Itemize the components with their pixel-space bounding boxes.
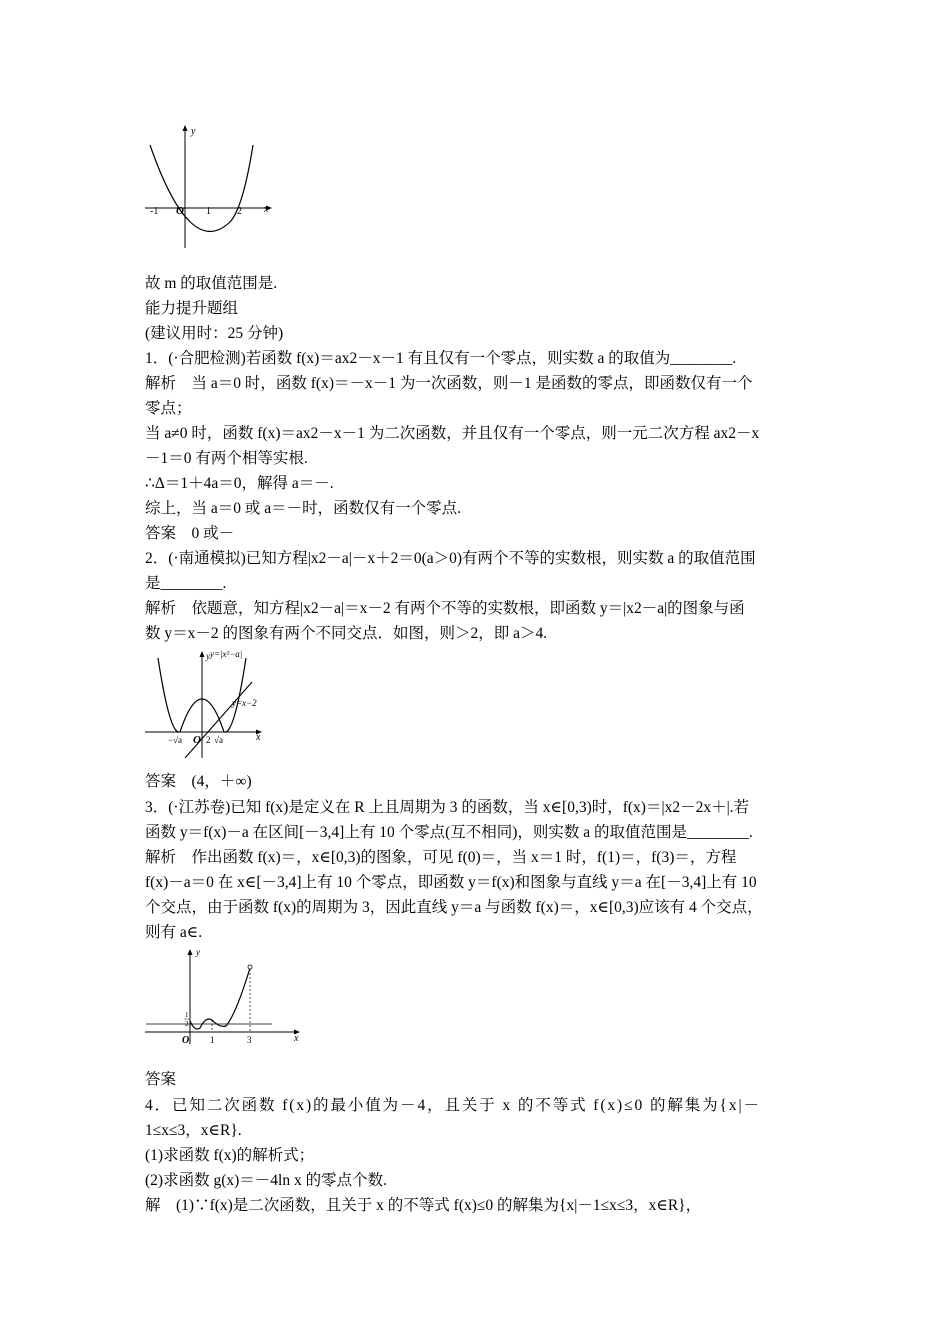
text-line: 故 m 的取值范围是. xyxy=(145,275,278,292)
answer-line: 答案 xyxy=(145,1071,177,1088)
text-line: 零点； xyxy=(145,400,192,417)
parabola-curve xyxy=(150,145,253,231)
section-heading: 能力提升题组 xyxy=(145,300,239,317)
line-y-x-minus-2 xyxy=(185,682,252,758)
text-line: 数 y＝x－2 的图象有两个不同交点．如图，则＞2，即 a＞4. xyxy=(145,625,548,642)
text-line: 解析 依题意，知方程|x2－a|＝x－2 有两个不等的实数根，即函数 y＝|x2－a|的图象与函 xyxy=(145,600,745,617)
text-line: f(x)－a＝0 在 x∈[－3,4]上有 10 个零点，即函数 y＝f(x)和图象与直线 y＝a 在[－3,4]上有 10 xyxy=(145,874,757,891)
origin-label: O xyxy=(193,734,201,746)
parabola-graph xyxy=(140,120,280,255)
figure-abs-parabola xyxy=(140,646,270,764)
tick-label: 1 xyxy=(210,1035,215,1045)
tick-label: −√a xyxy=(168,735,183,745)
figure-periodic-function xyxy=(140,944,310,1054)
question-2: 2．(·南通模拟)已知方程|x2－a|－x＋2＝0(a＞0)有两个不等的实数根，则实数 a 的取值范围 xyxy=(145,550,756,567)
answer-line: 答案 0 或－ xyxy=(145,525,235,542)
text-line: 1≤x≤3，x∈R}. xyxy=(145,1122,242,1139)
tick-label: 2 xyxy=(206,735,211,745)
periodic-function-graph xyxy=(140,944,310,1054)
text-line: 个交点，由于函数 f(x)的周期为 3，因此直线 y＝a 与函数 f(x)＝，x∈[0,3)应该有 4 个交点， xyxy=(145,899,763,916)
x-axis-label: x xyxy=(294,1033,299,1044)
y-tick-numerator: 1 xyxy=(185,1011,189,1019)
text-line: 综上，当 a＝0 或 a＝－时，函数仅有一个零点. xyxy=(145,500,462,517)
tick-label: 2 xyxy=(237,206,242,217)
y-axis-arrow xyxy=(188,949,193,955)
right-branch-curve xyxy=(224,658,246,732)
y-axis-label: y xyxy=(206,651,210,661)
question-3: 3．(·江苏卷)已知 f(x)是定义在 R 上且周期为 3 的函数，当 x∈[0,3)时，f(x)＝|x2－2x＋|.若 xyxy=(145,799,750,816)
tick-label: -1 xyxy=(150,206,159,217)
line-label: y=x−2 xyxy=(232,698,257,708)
text-line: 函数 y＝f(x)－a 在区间[－3,4]上有 10 个零点(互不相同)，则实数 a 的取值范围是________. xyxy=(145,824,753,841)
curve-label: y=|x²−a| xyxy=(210,649,243,659)
x-axis-label: x xyxy=(256,732,261,743)
left-branch-curve xyxy=(158,658,180,732)
tick-label: √a xyxy=(214,735,223,745)
abs-parabola-graph xyxy=(140,646,270,764)
text-line: －1＝0 有两个相等实根. xyxy=(145,450,308,467)
question-1: 1．(·合肥检测)若函数 f(x)＝ax2－x－1 有且仅有一个零点，则实数 a 的取值为________. xyxy=(145,350,737,367)
y-axis-label: y xyxy=(191,126,196,137)
subquestion-1: (1)求函数 f(x)的解析式； xyxy=(145,1147,315,1164)
text-line: 是________. xyxy=(145,575,227,592)
text-line: 解析 作出函数 f(x)＝，x∈[0,3)的图象，可见 f(0)＝，当 x＝1 时，f(1)＝，f(3)＝，方程 xyxy=(145,849,737,866)
subquestion-2: (2)求函数 g(x)＝－4ln x 的零点个数. xyxy=(145,1172,387,1189)
answer-line: 答案 (4，＋∞) xyxy=(145,773,252,790)
question-4: 4．已知二次函数 f(x)的最小值为－4，且关于 x 的不等式 f(x)≤0 的解集为{x|－ xyxy=(145,1097,761,1114)
tick-label: 3 xyxy=(247,1035,252,1045)
text-line: 则有 a∈. xyxy=(145,924,203,941)
function-curve xyxy=(190,968,250,1029)
solution-line: 解 (1)∵f(x)是二次函数，且关于 x 的不等式 f(x)≤0 的解集为{x|－1≤x≤3，x∈R}， xyxy=(145,1197,702,1214)
text-line: ∴Δ＝1＋4a＝0，解得 a＝－. xyxy=(145,475,334,492)
origin-label: O xyxy=(176,205,184,217)
text-line: (建议用时：25 分钟) xyxy=(145,325,284,342)
origin-label: O xyxy=(182,1035,190,1046)
text-line: 解析 当 a＝0 时，函数 f(x)＝－x－1 为一次函数，则－1 是函数的零点，即函数仅有一个 xyxy=(145,375,753,392)
open-endpoint xyxy=(248,965,252,969)
x-axis-label: x xyxy=(264,204,269,215)
tick-label: 1 xyxy=(206,206,211,217)
text-line: 当 a≠0 时，函数 f(x)＝ax2－x－1 为二次函数，并且仅有一个零点，则一元二次方程 ax2－x xyxy=(145,425,760,442)
y-axis-arrow xyxy=(183,125,188,131)
y-axis-arrow xyxy=(200,651,205,657)
figure-parabola xyxy=(140,120,280,255)
y-tick-denominator: 2 xyxy=(185,1020,189,1028)
y-axis-label: y xyxy=(196,947,200,957)
